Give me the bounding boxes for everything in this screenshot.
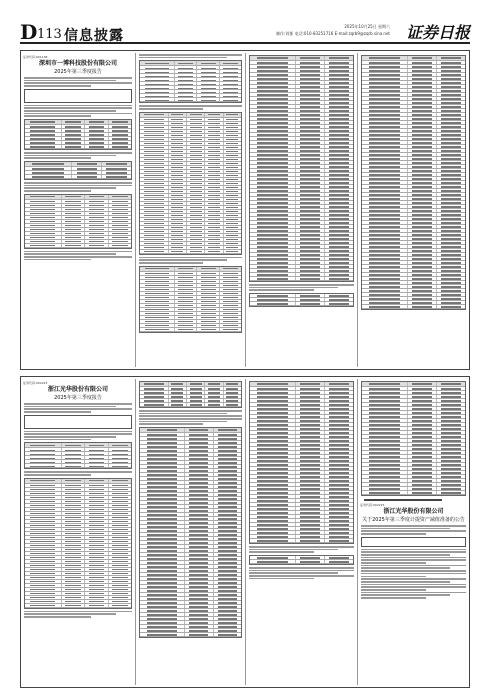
company-name: 浙江光华股份有限公司 — [383, 508, 444, 515]
column-4 — [357, 379, 469, 685]
signature-table — [249, 555, 354, 565]
body-text — [249, 284, 354, 291]
editor-contact: 制作:刘郁 电话:010-83251716 E-mail:zqrb9@zqrb.sina.net — [275, 31, 390, 36]
cash-flow-table — [361, 55, 466, 310]
page-header — [20, 22, 470, 44]
shareholder-table — [24, 194, 132, 249]
signature-table — [249, 293, 354, 307]
body-text — [24, 105, 132, 117]
body-text — [24, 152, 132, 159]
body-text — [24, 182, 132, 192]
financial-table — [24, 119, 132, 150]
balance-sheet-table — [139, 60, 242, 103]
announcement-title: 关于2025年第三季度计提资产减值准备的公告 — [362, 517, 465, 523]
stock-code-line: 证券代码:002215 — [23, 381, 48, 385]
announcement-section-bottom — [20, 376, 470, 688]
column-4 — [357, 53, 469, 367]
stock-code-line: 证券代码:002215 — [360, 503, 385, 507]
section-title: 信息披露 — [64, 28, 124, 44]
body-text — [139, 257, 242, 264]
income-statement-table — [249, 55, 354, 282]
financial-table — [24, 442, 132, 469]
balance-sheet-table — [139, 381, 242, 408]
issue-date: 2025年10月25日 星期六 — [344, 24, 390, 29]
column-2 — [135, 379, 245, 685]
report-title: 2025年第三季度报告 — [54, 395, 102, 401]
body-text — [139, 410, 242, 425]
column-1 — [21, 379, 135, 685]
body-text — [249, 546, 354, 553]
page-number: 113 — [37, 27, 62, 42]
report-title: 2025年第三季度报告 — [54, 69, 102, 75]
column-1 — [21, 53, 135, 367]
body-text — [361, 549, 466, 599]
announcement-section-top — [20, 50, 470, 370]
body-text — [361, 525, 466, 535]
body-text — [24, 77, 132, 87]
section-code: D — [20, 20, 38, 44]
body-text — [24, 471, 132, 475]
body-text — [24, 431, 132, 441]
column-3 — [245, 53, 357, 367]
income-statement-table — [249, 381, 354, 544]
body-text — [139, 105, 242, 109]
notice-box — [24, 89, 132, 103]
company-name: 深圳市一博科技股份有限公司 — [38, 60, 117, 67]
column-3 — [245, 379, 357, 685]
company-name: 浙江光华股份有限公司 — [47, 386, 108, 393]
body-text — [249, 567, 354, 579]
shareholder-table — [24, 478, 132, 609]
notice-box — [361, 537, 466, 547]
column-2 — [135, 53, 245, 367]
cash-flow-table — [361, 381, 466, 496]
body-text — [24, 251, 132, 261]
financial-table — [24, 161, 132, 180]
cash-flow-table — [139, 266, 242, 333]
body-text — [24, 611, 132, 618]
newspaper-logo: 证券日报 — [405, 23, 470, 42]
balance-sheet-table — [139, 427, 242, 638]
notice-box — [24, 415, 132, 429]
divider — [364, 499, 442, 501]
body-text — [24, 403, 132, 413]
body-text — [139, 54, 242, 58]
balance-sheet-table — [139, 112, 242, 255]
stock-code-line: 证券代码:601138 — [23, 55, 48, 59]
